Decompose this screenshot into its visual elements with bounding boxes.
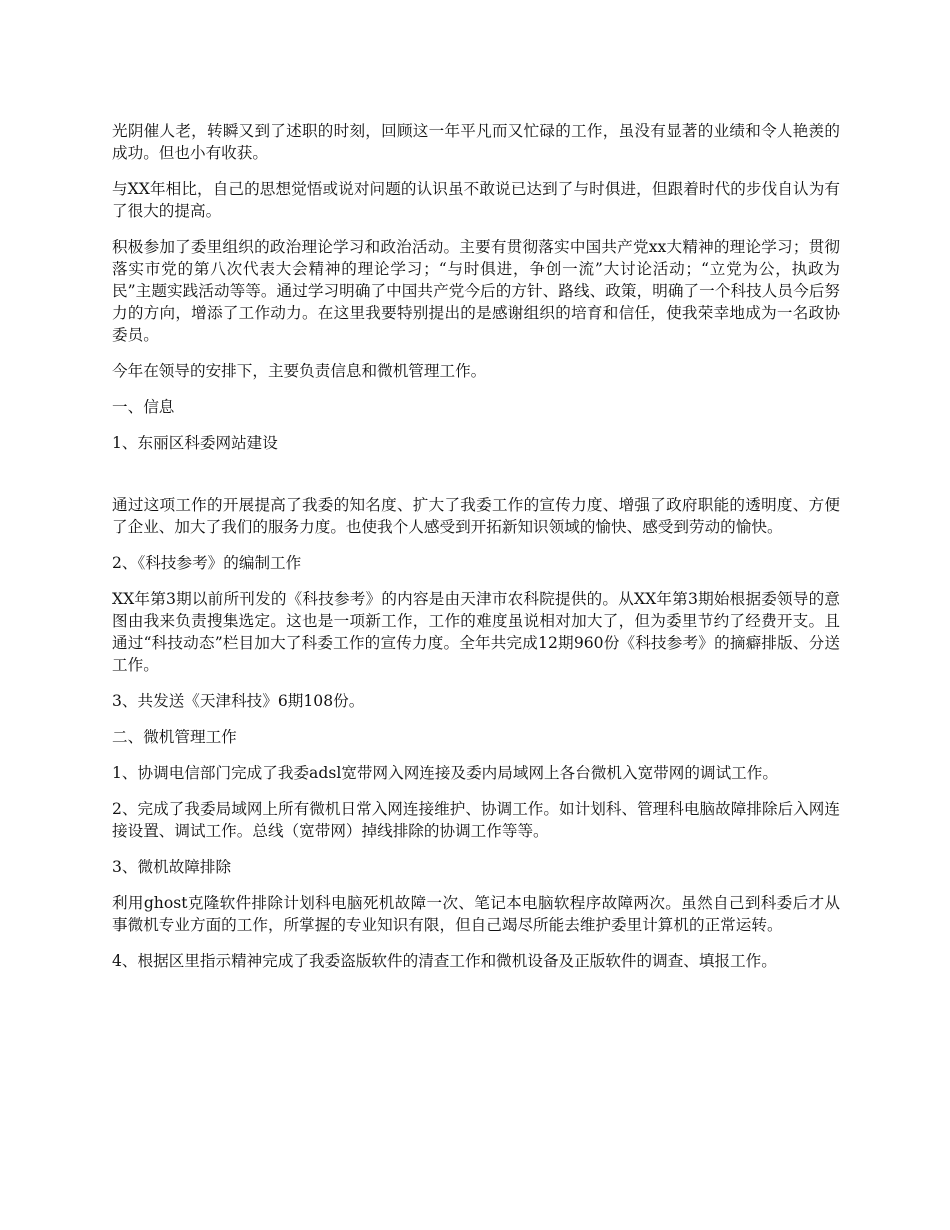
section-heading-information: 一、信息 <box>112 398 175 416</box>
paragraph-software-audit: 4、根据区里指示精神完成了我委盗版软件的清查工作和微机设备及正版软件的调查、填报工作。 <box>112 952 777 970</box>
paragraph-political-study: 积极参加了委里组织的政治理论学习和政治活动。主要有贯彻落实中国共产党xx大精神的理论学习；贯彻落实市党的第八次代表大会精神的理论学习；“与时俱进，争创一流”大讨论活动；“立党为公，执政为民”主题实践活动等等。通过学习明确了中国共产党今后的方针、路线、政策，明确了一个科技人员今后努力的方向，增添了工作动力。在这里我要特别提出的是感谢组织的培育和信任，使我荣幸地成为一名政协委员。 <box>112 238 840 344</box>
subheading-tianjin-tech: 3、共发送《天津科技》6期108份。 <box>112 692 365 710</box>
paragraph-responsibilities: 今年在领导的安排下，主要负责信息和微机管理工作。 <box>112 362 487 380</box>
paragraph-tech-reference: XX年第3期以前所刊发的《科技参考》的内容是由天津市农科院提供的。从XX年第3期始根据委领导的意图由我来负责搜集选定。这也是一项新工作，工作的难度虽说相对加大了，但为委里节约了经费开支。且通过“科技动态”栏目加大了科委工作的宣传力度。全年共完成12期960份《科技参考》的摘癖排版、分送工作。 <box>112 590 840 674</box>
document-body <box>112 120 840 986</box>
paragraph-opening: 光阴催人老，转瞬又到了述职的时刻，回顾这一年平凡而又忙碌的工作，虽没有显著的业绩和令人艳羡的成功。但也小有收获。 <box>112 122 840 162</box>
paragraph-broadband: 1、协调电信部门完成了我委adsl宽带网入网连接及委内局域网上各台微机入宽带网的调试工作。 <box>112 764 778 782</box>
section-heading-computer-management: 二、微机管理工作 <box>112 728 237 746</box>
subheading-tech-reference: 2、《科技参考》的编制工作 <box>112 554 302 572</box>
paragraph-lan-maintenance: 2、完成了我委局域网上所有微机日常入网连接维护、协调工作。如计划科、管理科电脑故障排除后入网连接设置、调试工作。总线（宽带网）掉线排除的协调工作等等。 <box>112 800 840 840</box>
subheading-website: 1、东丽区科委网站建设 <box>112 434 278 452</box>
paragraph-ghost: 利用ghost克隆软件排除计划科电脑死机故障一次、笔记本电脑软程序故障两次。虽然自己到科委后才从事微机专业方面的工作，所掌握的专业知识有限，但自己竭尽所能去维护委里计算机的正常运转。 <box>112 894 840 934</box>
paragraph-website-results: 通过这项工作的开展提高了我委的知名度、扩大了我委工作的宣传力度、增强了政府职能的透明度、方便了企业、加大了我们的服务力度。也使我个人感受到开拓新知识领域的愉快、感受到劳动的愉快。 <box>112 496 840 536</box>
subheading-troubleshooting: 3、微机故障排除 <box>112 858 232 876</box>
blank-gap <box>112 468 840 494</box>
paragraph-comparison: 与XX年相比，自己的思想觉悟或说对问题的认识虽不敢说已达到了与时俱进，但跟着时代的步伐自认为有了很大的提高。 <box>112 180 840 220</box>
